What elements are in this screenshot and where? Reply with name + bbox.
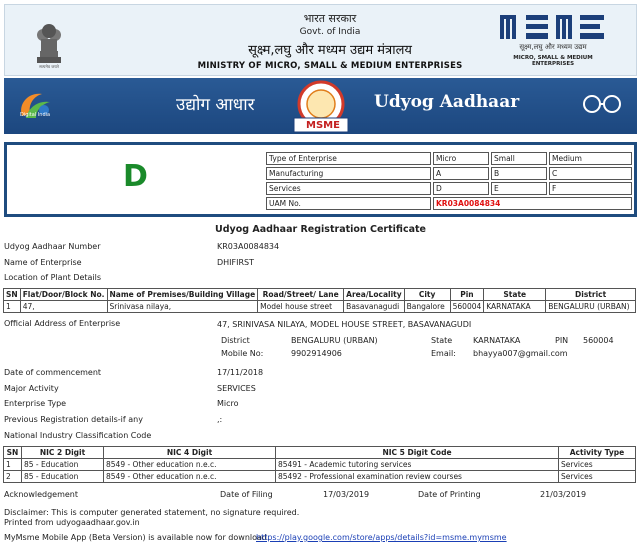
- uam-number: KR03A0084834: [433, 197, 632, 210]
- table-row: [266, 152, 632, 165]
- enterprise-name-label: Name of Enterprise: [4, 258, 82, 267]
- district-value: BENGALURU (URBAN): [291, 336, 378, 345]
- certificate-title: Udyog Aadhaar Registration Certificate: [215, 224, 426, 235]
- state-value: KARNATAKA: [473, 336, 521, 345]
- enterprise-type-value: Micro: [217, 399, 239, 408]
- pin-value: 560004: [583, 336, 614, 345]
- column-header: Area/Locality: [344, 289, 404, 301]
- column-header: City: [404, 289, 450, 301]
- column-header: Flat/Door/Block No.: [20, 289, 107, 301]
- email-value: bhayya007@gmail.com: [473, 349, 568, 358]
- msme-logo-icon: [498, 13, 608, 41]
- govt-hindi: भारत सरकार: [303, 12, 357, 25]
- printed-from-text: Printed from udyogaadhaar.gov.in: [4, 518, 140, 527]
- swachh-bharat-glasses-icon: [580, 92, 624, 116]
- seal-msme-text: MSME: [306, 120, 340, 131]
- table-cell: 8549 - Other education n.e.c.: [104, 471, 276, 483]
- column-header: NIC 5 Digit Code: [276, 447, 559, 459]
- table-row: [266, 197, 632, 210]
- ministry-english: MINISTRY OF MICRO, SMALL & MEDIUM ENTERPRISES: [197, 61, 463, 71]
- table-cell: Services: [266, 182, 431, 195]
- national-emblem-icon: [27, 11, 71, 69]
- column-header: Road/Street/ Lane: [258, 289, 344, 301]
- table-row: [266, 182, 632, 195]
- table-cell: KARNATAKA: [484, 301, 546, 313]
- table-cell: Model house street: [258, 301, 344, 313]
- msme-logo: [493, 13, 613, 67]
- mobile-value: 9902914906: [291, 349, 342, 358]
- mobile-label: Mobile No:: [221, 349, 264, 358]
- table-cell: E: [491, 182, 547, 195]
- aadhaar-number-label: Udyog Aadhaar Number: [4, 242, 101, 251]
- major-activity-label: Major Activity: [4, 384, 59, 393]
- state-label: State: [431, 336, 453, 345]
- commencement-value: 17/11/2018: [217, 368, 264, 377]
- table-cell: Services: [559, 471, 636, 483]
- acknowledgement-label: Acknowledgement: [4, 490, 79, 499]
- table-cell: 85491 - Academic tutoring services: [276, 459, 559, 471]
- printing-date-label: Date of Printing: [418, 490, 481, 499]
- district-label: District: [221, 336, 250, 345]
- table-cell: Basavanagudi: [344, 301, 404, 313]
- aadhaar-number-value: KR03A0084834: [217, 242, 280, 251]
- udyog-aadhaar-band: [4, 78, 637, 134]
- table-row: [4, 301, 636, 313]
- table-row: [4, 459, 636, 471]
- table-cell: 2: [4, 471, 22, 483]
- udyog-aadhaar-english: Udyog Aadhaar: [374, 92, 520, 112]
- printing-date-value: 21/03/2019: [540, 490, 587, 499]
- official-address-label: Official Address of Enterprise: [4, 319, 121, 328]
- pin-label: PIN: [555, 336, 569, 345]
- column-header: District: [546, 289, 636, 301]
- table-cell: Medium: [549, 152, 632, 165]
- filing-date-label: Date of Filing: [220, 490, 273, 499]
- column-header: SN: [4, 447, 22, 459]
- table-cell: Services: [559, 459, 636, 471]
- table-cell: Bangalore: [404, 301, 450, 313]
- mobile-app-text: MyMsme Mobile App (Beta Version) is available now for download.: [4, 533, 270, 542]
- table-cell: Small: [491, 152, 547, 165]
- table-cell: 47,: [20, 301, 107, 313]
- logo-hindi: सूक्ष्म,लघु और मध्यम उद्यम: [519, 43, 587, 51]
- table-cell: C: [549, 167, 632, 180]
- nic-table: [3, 446, 636, 483]
- table-header-row: [4, 289, 636, 301]
- digital-india-icon: [14, 86, 58, 124]
- header-banner: [4, 4, 637, 76]
- table-cell: 85 - Education: [22, 459, 104, 471]
- table-cell: D: [433, 182, 489, 195]
- disclaimer-text: Disclaimer: This is computer generated statement, no signature required.: [4, 508, 300, 517]
- table-row: [266, 167, 632, 180]
- previous-registration-label: Previous Registration details-if any: [4, 415, 143, 424]
- previous-registration-value: ,:: [217, 415, 223, 424]
- nic-label: National Industry Classification Code: [4, 431, 152, 440]
- govt-english: Govt. of India: [299, 27, 361, 37]
- table-cell: 8549 - Other education n.e.c.: [104, 459, 276, 471]
- table-row: [4, 471, 636, 483]
- column-header: NIC 2 Digit: [22, 447, 104, 459]
- category-letter: D: [123, 159, 148, 194]
- digital-india-label: Digital India: [20, 112, 51, 118]
- plant-location-label: Location of Plant Details: [4, 273, 102, 282]
- table-header-row: [4, 447, 636, 459]
- table-cell: Srinivasa nilaya,: [107, 301, 258, 313]
- table-cell: Type of Enterprise: [266, 152, 431, 165]
- column-header: SN: [4, 289, 21, 301]
- udyog-aadhaar-hindi: उद्योग आधार: [176, 95, 255, 115]
- table-cell: 1: [4, 301, 21, 313]
- svg-text:सत्यमेव जयते: सत्यमेव जयते: [39, 64, 59, 69]
- column-header: Activity Type: [559, 447, 636, 459]
- table-cell: Micro: [433, 152, 489, 165]
- filing-date-value: 17/03/2019: [323, 490, 370, 499]
- column-header: State: [484, 289, 546, 301]
- enterprise-category-box: [4, 142, 637, 217]
- logo-english: MICRO, SMALL & MEDIUM ENTERPRISES: [513, 55, 593, 67]
- email-label: Email:: [431, 349, 456, 358]
- table-cell: 560004: [450, 301, 484, 313]
- category-table: [264, 150, 634, 212]
- major-activity-value: SERVICES: [217, 384, 256, 393]
- uam-label: UAM No.: [266, 197, 431, 210]
- table-cell: F: [549, 182, 632, 195]
- table-cell: A: [433, 167, 489, 180]
- table-cell: 85492 - Professional examination review courses: [276, 471, 559, 483]
- table-cell: 1: [4, 459, 22, 471]
- enterprise-type-label: Enterprise Type: [4, 399, 67, 408]
- table-cell: BENGALURU (URBAN): [546, 301, 636, 313]
- ministry-hindi: सूक्ष्म,लघु और मध्यम उद्यम मंत्रालय: [248, 43, 412, 58]
- plant-location-table: [3, 288, 636, 313]
- official-address-line: 47, SRINIVASA NILAYA, MODEL HOUSE STREET, BASAVANAGUDI: [217, 320, 472, 329]
- table-cell: B: [491, 167, 547, 180]
- column-header: NIC 4 Digit: [104, 447, 276, 459]
- mobile-app-link[interactable]: https://play.google.com/store/apps/details?id=msme.mymsme: [256, 533, 507, 542]
- table-cell: 85 - Education: [22, 471, 104, 483]
- commencement-label: Date of commencement: [4, 368, 102, 377]
- column-header: Pin: [450, 289, 484, 301]
- column-header: Name of Premises/Building Village: [107, 289, 258, 301]
- enterprise-name-value: DHIFIRST: [217, 258, 255, 267]
- table-cell: Manufacturing: [266, 167, 431, 180]
